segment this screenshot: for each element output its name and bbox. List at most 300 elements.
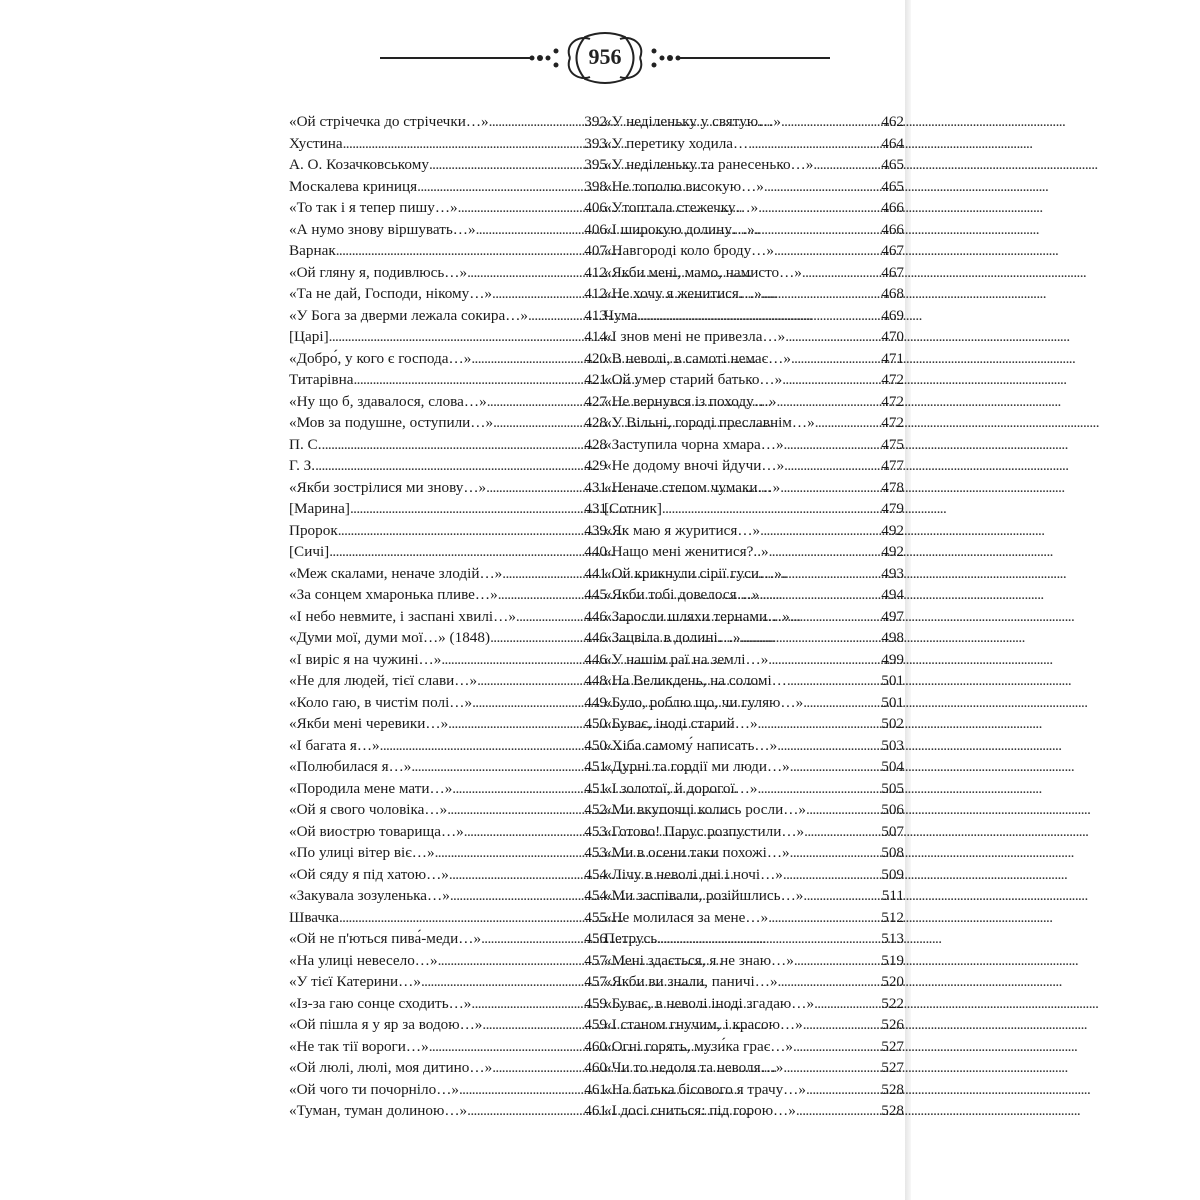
toc-dot-leader <box>776 391 880 413</box>
toc-entry-page: 456 <box>584 930 607 947</box>
toc-entry-title: «Ой умер старий батько…» <box>604 371 783 388</box>
toc-entry <box>604 348 904 370</box>
toc-entry <box>289 756 607 778</box>
toc-entry <box>604 477 904 499</box>
toc-dot-leader <box>448 713 583 735</box>
toc-entry <box>289 305 607 327</box>
toc-entry-title: «Ми заспівали, розійшлись…» <box>604 887 804 904</box>
toc-entry-title: «У перетику ходила… <box>604 134 749 152</box>
toc-dot-leader <box>322 434 584 456</box>
toc-dot-leader <box>781 111 880 133</box>
toc-entry-page: 441 <box>584 564 607 582</box>
toc-dot-leader <box>476 219 584 241</box>
toc-entry <box>604 434 904 456</box>
toc-entry <box>604 993 904 1015</box>
toc-entry-title: «Якби мені черевики…» <box>289 715 449 732</box>
toc-entry <box>604 197 904 219</box>
toc-dot-leader <box>759 584 880 606</box>
toc-entry <box>289 1100 607 1122</box>
toc-entry-page: 507 <box>881 822 904 840</box>
toc-entry <box>604 692 904 714</box>
toc-dot-leader <box>784 434 881 456</box>
toc-entry <box>604 412 904 434</box>
toc-entry-title: «У нашім раї на землі…» <box>604 650 769 668</box>
toc-dot-leader <box>336 240 584 262</box>
toc-entry-title: «Якби мені, мамо, намисто…» <box>604 263 802 281</box>
toc-entry-page: 526 <box>881 1016 904 1033</box>
toc-entry <box>289 907 607 929</box>
toc-entry-page: 457 <box>584 951 607 969</box>
toc-dot-leader <box>803 692 880 714</box>
toc-column-left <box>289 111 607 1122</box>
toc-entry-title: «Ой стрічечка до стрічечки…» <box>289 113 489 130</box>
toc-dot-leader <box>783 864 880 886</box>
toc-dot-leader <box>757 778 880 800</box>
toc-entry-page: 506 <box>881 801 904 818</box>
toc-entry-title: «В неволі, в самоті немає…» <box>604 349 791 367</box>
toc-dot-leader <box>498 584 584 606</box>
toc-entry-page: 452 <box>584 801 607 818</box>
toc-dot-leader <box>482 1014 583 1036</box>
toc-entry <box>289 133 607 155</box>
toc-entry-title: «Ой чого ти почорніло…» <box>289 1080 459 1098</box>
toc-entry-page: 498 <box>881 629 904 646</box>
toc-entry <box>604 240 904 262</box>
toc-entry-page: 407 <box>584 242 607 259</box>
toc-entry-page: 493 <box>881 564 904 582</box>
toc-dot-leader <box>343 133 584 155</box>
toc-entry <box>289 885 607 907</box>
toc-entry-page: 453 <box>584 822 607 840</box>
toc-entry-page: 454 <box>584 887 607 904</box>
toc-entry <box>289 240 607 262</box>
toc-entry-title: «Ой виострю товарища…» <box>289 822 464 840</box>
toc-entry <box>289 219 607 241</box>
toc-entry <box>604 154 904 176</box>
toc-entry-page: 467 <box>881 242 904 259</box>
toc-entry-page: 406 <box>584 199 607 216</box>
toc-dot-leader <box>764 176 880 198</box>
toc-entry-title: «Не для людей, тієї слави…» <box>289 672 478 689</box>
toc-dot-leader <box>769 541 881 563</box>
toc-entry-title: «Ой гляну я, подивлюсь…» <box>289 263 468 281</box>
toc-entry-page: 393 <box>584 134 607 152</box>
toc-entry <box>604 262 904 284</box>
toc-dot-leader <box>481 928 583 950</box>
toc-entry-page: 469 <box>881 306 904 324</box>
toc-entry-page: 461 <box>584 1102 607 1119</box>
toc-dot-leader <box>486 477 583 499</box>
toc-entry-title: «І багата я…» <box>289 736 380 754</box>
toc-entry <box>289 391 607 413</box>
toc-entry-title: «Мені здається, я не знаю…» <box>604 951 794 969</box>
toc-entry <box>289 541 607 563</box>
toc-dot-leader <box>464 821 583 843</box>
toc-entry-title: «Полюбилася я…» <box>289 758 412 775</box>
toc-entry-page: 461 <box>584 1080 607 1098</box>
toc-entry-page: 454 <box>584 865 607 883</box>
toc-entry-title: «Зацвіла в долині…» <box>604 629 741 646</box>
toc-entry-page: 501 <box>881 693 904 711</box>
toc-entry <box>289 670 607 692</box>
toc-entry-page: 494 <box>881 586 904 603</box>
toc-entry-title: Петрусь <box>604 930 658 947</box>
toc-dot-leader <box>803 885 880 907</box>
toc-dot-leader <box>784 455 880 477</box>
toc-entry-page: 465 <box>881 156 904 173</box>
toc-entry <box>289 434 607 456</box>
toc-entry-page: 503 <box>881 736 904 754</box>
toc-entry-title: «Ой не п'ються пива́-меди…» <box>289 930 482 947</box>
toc-entry-page: 398 <box>584 177 607 195</box>
toc-entry-title: [Сичі] <box>289 543 330 560</box>
toc-dot-leader <box>790 606 880 628</box>
toc-entry <box>604 713 904 735</box>
toc-dot-leader <box>492 283 583 305</box>
toc-entry-page: 428 <box>584 414 607 431</box>
toc-entry-title: «Заступила чорна хмара…» <box>604 435 784 453</box>
toc-entry <box>289 520 607 542</box>
toc-entry <box>604 369 904 391</box>
toc-dot-leader <box>793 1036 880 1058</box>
toc-entry-title: «Та не дай, Господи, нікому…» <box>289 285 493 302</box>
toc-entry <box>604 1100 904 1122</box>
toc-entry <box>604 670 904 692</box>
toc-entry-title: Хустина <box>289 134 343 152</box>
toc-entry-page: 446 <box>584 607 607 625</box>
toc-entry-title: «У неділеньку у святую…» <box>604 113 781 130</box>
toc-entry-title: «Не додому вночі йдучи…» <box>604 457 785 474</box>
toc-entry-title: П. С. <box>289 435 322 453</box>
toc-entry-title: Москалева криниця <box>289 177 418 195</box>
toc-entry <box>289 821 607 843</box>
toc-entry-page: 509 <box>881 865 904 883</box>
toc-dot-leader <box>790 756 880 778</box>
toc-entry-page: 455 <box>584 908 607 926</box>
toc-entry-title: «Ой я свого чоловіка…» <box>289 801 448 818</box>
toc-entry-title: «У Бога за дверми лежала сокира…» <box>289 306 528 324</box>
toc-dot-leader <box>350 498 583 520</box>
toc-entry-page: 465 <box>881 177 904 195</box>
toc-entry <box>604 1036 904 1058</box>
toc-entry-page: 513 <box>881 930 904 947</box>
toc-entry-page: 420 <box>584 349 607 367</box>
toc-entry-page: 522 <box>881 994 904 1012</box>
toc-entry-title: «І виріс я на чужині…» <box>289 650 442 668</box>
toc-entry-title: «Як маю я журитися…» <box>604 521 761 539</box>
toc-entry <box>289 649 607 671</box>
toc-dot-leader <box>338 520 583 542</box>
toc-entry-title: «Навгороді коло броду…» <box>604 242 774 259</box>
toc-entry-title: «І досі сниться: під горою…» <box>604 1102 796 1119</box>
toc-entry-title: «Ой люлі, люлі, моя дитино…» <box>289 1059 493 1076</box>
toc-entry-page: 412 <box>584 263 607 281</box>
toc-dot-leader <box>782 563 880 585</box>
toc-entry-page: 429 <box>584 457 607 474</box>
toc-entry-page: 478 <box>881 478 904 496</box>
toc-entry-title: «Ой сяду я під хатою…» <box>289 865 449 883</box>
toc-entry-page: 395 <box>584 156 607 173</box>
toc-entry-page: 519 <box>881 951 904 969</box>
toc-dot-leader <box>471 993 583 1015</box>
toc-entry <box>289 950 607 972</box>
toc-dot-leader <box>417 176 583 198</box>
toc-entry <box>289 971 607 993</box>
toc-dot-leader <box>516 606 583 628</box>
toc-entry-title: «І знов мені не привезла…» <box>604 328 786 345</box>
toc-dot-leader <box>447 799 583 821</box>
toc-entry-title: «Із-за гаю сонце сходить…» <box>289 994 472 1012</box>
toc-entry-title: «За сонцем хмаронька пливе…» <box>289 586 498 603</box>
toc-entry <box>289 627 607 649</box>
toc-dot-leader <box>748 133 880 155</box>
toc-entry-page: 451 <box>584 758 607 775</box>
toc-dot-leader <box>429 154 583 176</box>
toc-entry <box>604 1079 904 1101</box>
toc-entry-page: 448 <box>584 672 607 689</box>
toc-dot-leader <box>777 735 880 757</box>
toc-entry <box>604 520 904 542</box>
toc-entry-page: 413 <box>584 306 607 324</box>
page-header-ornament <box>380 25 830 91</box>
toc-entry <box>289 928 607 950</box>
toc-entry-title: «Дурні та гордії ми люди…» <box>604 758 790 775</box>
toc-entry-page: 439 <box>584 521 607 539</box>
toc-entry <box>289 842 607 864</box>
toc-entry <box>289 176 607 198</box>
toc-dot-leader <box>493 412 583 434</box>
toc-dot-leader <box>806 799 880 821</box>
toc-entry-page: 459 <box>584 1016 607 1033</box>
toc-entry <box>289 1057 607 1079</box>
toc-entry <box>604 455 904 477</box>
toc-entry <box>604 799 904 821</box>
toc-entry-title: «По улиці вітер віє…» <box>289 844 435 861</box>
toc-entry-page: 464 <box>881 134 904 152</box>
toc-entry <box>604 735 904 757</box>
toc-dot-leader <box>353 369 583 391</box>
toc-entry-page: 466 <box>881 220 904 238</box>
toc-entry-page: 431 <box>584 478 607 496</box>
page-number: 956 <box>588 44 622 69</box>
toc-dot-leader <box>768 907 880 929</box>
toc-entry-title: «Не хочу я женитися…» <box>604 285 762 302</box>
toc-dot-leader <box>411 756 583 778</box>
toc-entry-page: 412 <box>584 285 607 302</box>
toc-entry-page: 446 <box>584 650 607 668</box>
toc-entry-page: 460 <box>584 1059 607 1076</box>
toc-dot-leader <box>315 455 583 477</box>
toc-dot-leader <box>490 627 583 649</box>
toc-entry-page: 528 <box>881 1080 904 1098</box>
toc-entry <box>604 907 904 929</box>
toc-dot-leader <box>813 154 880 176</box>
toc-entry-page: 472 <box>881 392 904 410</box>
toc-entry-title: «Закувала зозуленька…» <box>289 887 450 904</box>
toc-entry-page: 445 <box>584 586 607 603</box>
toc-entry-page: 468 <box>881 285 904 302</box>
toc-dot-leader <box>790 842 881 864</box>
toc-entry-page: 508 <box>881 844 904 861</box>
toc-dot-leader <box>467 1100 583 1122</box>
toc-dot-leader <box>804 821 880 843</box>
toc-entry-page: 504 <box>881 758 904 775</box>
toc-entry <box>604 584 904 606</box>
toc-entry-title: «Чи то недоля та неволя…» <box>604 1059 784 1076</box>
toc-dot-leader <box>791 348 880 370</box>
toc-entry-page: 477 <box>881 457 904 474</box>
toc-entry <box>289 1014 607 1036</box>
toc-entry <box>289 477 607 499</box>
toc-entry-page: 501 <box>881 672 904 689</box>
toc-entry <box>604 133 904 155</box>
toc-entry-title: «У неділеньку та ранесенько…» <box>604 156 814 173</box>
toc-entry-page: 471 <box>881 349 904 367</box>
toc-dot-leader <box>477 670 583 692</box>
toc-entry-title: «Буває, іноді старий…» <box>604 715 758 732</box>
toc-entry-page: 431 <box>584 500 607 517</box>
toc-entry <box>604 950 904 972</box>
toc-dot-leader <box>380 735 584 757</box>
toc-entry-title: «На батька бісового я трачу…» <box>604 1080 806 1098</box>
toc-dot-leader <box>815 412 881 434</box>
toc-entry-title: [Марина] <box>289 500 350 517</box>
toc-entry-page: 459 <box>584 994 607 1012</box>
toc-dot-leader <box>441 649 583 671</box>
toc-entry-title: «Коло гаю, в чистім полі…» <box>289 693 473 711</box>
toc-entry <box>289 412 607 434</box>
toc-entry <box>604 326 904 348</box>
toc-entry-page: 440 <box>584 543 607 560</box>
toc-entry-page: 446 <box>584 629 607 646</box>
toc-entry-title: Титарівна <box>289 371 354 388</box>
toc-entry <box>289 692 607 714</box>
toc-entry-title: Пророк <box>289 521 338 539</box>
toc-entry-title: «Огні горять, музи́ка грає…» <box>604 1037 793 1055</box>
toc-entry-title: «У тієї Катерини…» <box>289 973 421 990</box>
toc-entry-page: 421 <box>584 371 607 388</box>
toc-entry <box>289 563 607 585</box>
toc-entry-title: «Мов за подушне, оступили…» <box>289 414 494 431</box>
toc-entry-title: «Добро́, у кого є господа…» <box>289 349 472 367</box>
toc-entry <box>604 1057 904 1079</box>
toc-entry-page: 467 <box>881 263 904 281</box>
toc-dot-leader <box>768 649 880 671</box>
toc-entry-page: 449 <box>584 693 607 711</box>
toc-entry <box>604 1014 904 1036</box>
toc-entry-title: «І станом гнучим, і красою…» <box>604 1016 803 1033</box>
toc-entry-title: [Царі] <box>289 328 329 345</box>
toc-entry-title: «Якби ви знали, паничі…» <box>604 973 778 990</box>
toc-entry-title: «Думи мої, думи мої…» (1848) <box>289 629 491 646</box>
toc-entry-page: 528 <box>881 1102 904 1119</box>
toc-dot-leader <box>803 1014 881 1036</box>
toc-dot-leader <box>487 391 584 413</box>
toc-entry-title: «А нумо знову віршувать…» <box>289 220 476 238</box>
toc-entry <box>604 928 904 950</box>
toc-entry <box>289 993 607 1015</box>
toc-dot-leader <box>785 326 880 348</box>
toc-entry <box>289 1036 607 1058</box>
toc-entry <box>289 326 607 348</box>
toc-entry-page: 499 <box>881 650 904 668</box>
toc-entry-page: 492 <box>881 521 904 539</box>
toc-dot-leader <box>758 197 880 219</box>
toc-dot-leader <box>741 627 881 649</box>
toc-entry-page: 470 <box>881 328 904 345</box>
toc-dot-leader <box>528 305 583 327</box>
toc-dot-leader <box>780 477 880 499</box>
toc-entry-title: «Було, роблю що, чи гуляю…» <box>604 693 804 711</box>
toc-dot-leader <box>472 692 583 714</box>
toc-dot-leader <box>459 1079 583 1101</box>
toc-entry <box>604 864 904 886</box>
toc-entry <box>289 348 607 370</box>
toc-dot-leader <box>806 1079 880 1101</box>
toc-dot-leader <box>339 907 583 929</box>
toc-entry-title: «На улиці невесело…» <box>289 951 438 969</box>
toc-entry-page: 453 <box>584 844 607 861</box>
toc-entry <box>604 219 904 241</box>
toc-entry <box>289 778 607 800</box>
toc-entry-title: «Ой пішла я у яр за водою…» <box>289 1016 483 1033</box>
toc-entry <box>604 842 904 864</box>
toc-dot-leader <box>492 1057 583 1079</box>
toc-entry-page: 460 <box>584 1037 607 1055</box>
toc-entry <box>604 111 904 133</box>
toc-dot-leader <box>814 993 880 1015</box>
toc-dot-leader <box>429 1036 584 1058</box>
toc-entry-page: 472 <box>881 371 904 388</box>
toc-dot-leader <box>329 541 583 563</box>
toc-entry-page: 520 <box>881 973 904 990</box>
toc-entry <box>289 111 607 133</box>
toc-entry-title: «У Вільні, городі преславнім…» <box>604 414 815 431</box>
toc-entry-title: «І небо невмите, і заспані хвилі…» <box>289 607 516 625</box>
toc-dot-leader <box>758 713 881 735</box>
toc-entry-page: 511 <box>881 887 904 904</box>
toc-entry-title: «Породила мене мати…» <box>289 779 453 797</box>
toc-entry-title: «Заросли шляхи тернами…» <box>604 607 790 625</box>
toc-entry <box>604 885 904 907</box>
toc-entry <box>604 563 904 585</box>
toc-entry <box>289 864 607 886</box>
toc-entry <box>604 176 904 198</box>
toc-entry-title: «Не вернувся із походу…» <box>604 392 777 410</box>
toc-dot-leader <box>467 262 583 284</box>
toc-dot-leader <box>435 842 584 864</box>
toc-entry <box>289 455 607 477</box>
toc-entry-title: А. О. Козачковському <box>289 156 429 173</box>
toc-entry-title: «Буває, в неволі іноді згадаю…» <box>604 994 815 1012</box>
toc-entry-page: 457 <box>584 973 607 990</box>
toc-entry <box>289 713 607 735</box>
toc-entry-title: «І широкую долину…» <box>604 220 755 238</box>
toc-entry-page: 492 <box>881 543 904 560</box>
toc-entry-title: Швачка <box>289 908 339 926</box>
toc-entry-page: 406 <box>584 220 607 238</box>
toc-entry-title: «Не так тії вороги…» <box>289 1037 429 1055</box>
toc-dot-leader <box>755 219 881 241</box>
toc-dot-leader <box>502 563 583 585</box>
toc-entry <box>289 584 607 606</box>
toc-entry-title: «Туман, туман долиною…» <box>289 1102 468 1119</box>
toc-entry-page: 466 <box>881 199 904 216</box>
toc-entry <box>289 262 607 284</box>
toc-dot-leader <box>760 520 880 542</box>
toc-entry <box>289 1079 607 1101</box>
toc-entry-title: «Ой крикнули сірії гуси…» <box>604 564 782 582</box>
